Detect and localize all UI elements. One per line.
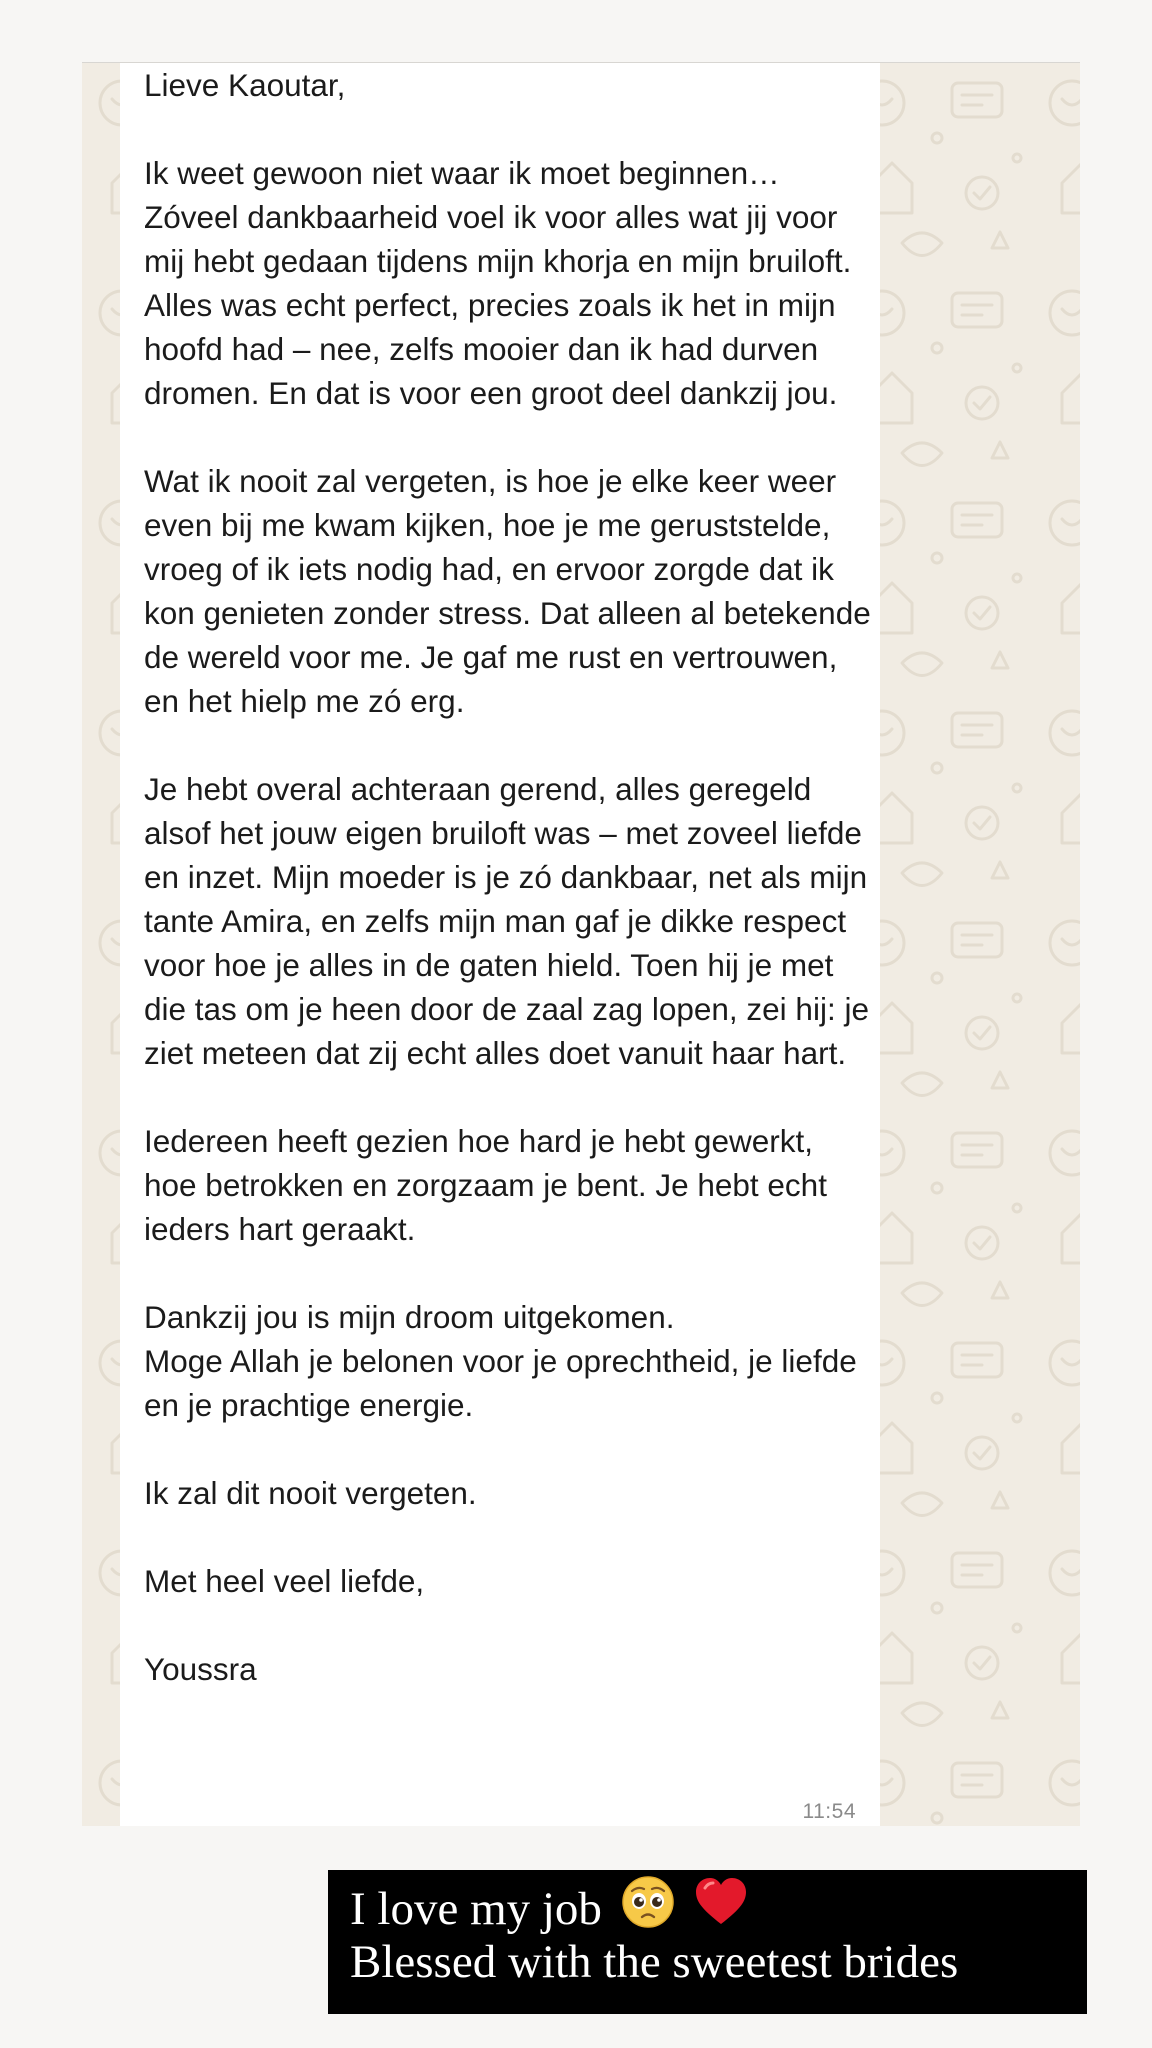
message-paragraph: Iedereen heeft gezien hoe hard je hebt gewerkt, hoe betrokken en zorgzaam je bent. Je hebt echt ieders hart geraakt. bbox=[144, 1123, 827, 1247]
message-paragraph: Wat ik nooit zal vergeten, is hoe je elke keer weer even bij me kwam kijken, hoe je me geruststelde, vroeg of ik iets nodig had, en ervoor zorgde dat ik kon genieten zonder stress. Dat alleen al betekende de wereld voor me. Je gaf me rust en vertrouwen, en het hielp me zó erg. bbox=[144, 463, 871, 719]
message-closing: Met heel veel liefde, bbox=[144, 1563, 425, 1599]
caption-line-1 bbox=[350, 1874, 749, 1937]
pleading-face-icon bbox=[620, 1874, 676, 1930]
message-paragraph: Je hebt overal achteraan gerend, alles geregeld alsof het jouw eigen bruiloft was – met zoveel liefde en inzet. Mijn moeder is je zó dankbaar, net als mijn tante Amira, en zelfs mijn man gaf je dikke respect voor hoe je alles in de gaten hield. Toen hij je met die tas om je heen door de zaal zag lopen, zei hij: je ziet meteen dat zij echt alles doet vanuit haar hart. bbox=[144, 771, 869, 1071]
message-paragraph: Ik weet gewoon niet waar ik moet beginnen… Zóveel dankbaarheid voel ik voor alles wat jij voor mij hebt gedaan tijdens mijn khorja en mijn bruiloft. Alles was echt perfect, precies zoals ik het in mijn hoofd had – nee, zelfs mooier dan ik had durven dromen. En dat is voor een groot deel dankzij jou. bbox=[144, 155, 852, 411]
message-timestamp: 11:54 bbox=[802, 1800, 856, 1823]
caption-line-1-text: I love my job bbox=[350, 1883, 602, 1935]
message-bubble bbox=[120, 63, 880, 1826]
message-greeting: Lieve Kaoutar, bbox=[144, 67, 346, 103]
caption-line-2: Blessed with the sweetest brides bbox=[350, 1936, 959, 1988]
story-caption bbox=[328, 1870, 1087, 2014]
message-text bbox=[144, 63, 874, 1691]
chat-screenshot bbox=[82, 62, 1080, 1826]
message-signature: Youssra bbox=[144, 1651, 257, 1687]
red-heart-icon bbox=[693, 1874, 749, 1930]
message-paragraph: Dankzij jou is mijn droom uitgekomen. Moge Allah je belonen voor je oprechtheid, je liefde en je prachtige energie. bbox=[144, 1299, 857, 1423]
message-paragraph: Ik zal dit nooit vergeten. bbox=[144, 1475, 477, 1511]
